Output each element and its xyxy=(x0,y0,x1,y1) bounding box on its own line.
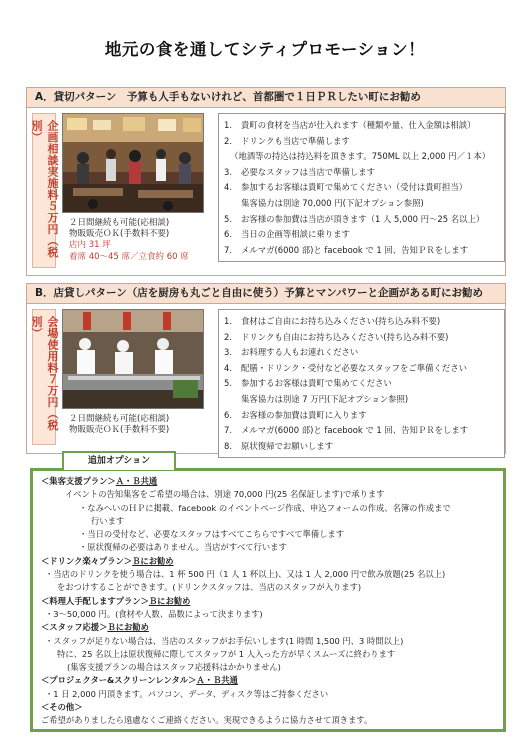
list-item xyxy=(224,243,500,259)
option-text: ＜集客支援プラン＞ xyxy=(41,476,116,486)
option-heading xyxy=(41,701,497,714)
option-text: ＜プロジェクター&スクリーンレンタル＞ xyxy=(41,675,197,686)
caption-red-line: 店内 31 坪 xyxy=(69,240,111,251)
section-a-header: A．貸切パターン 予算も人手もないけれど、首都圏で１日ＰＲしたい町にお勧め xyxy=(26,87,506,108)
option-line xyxy=(41,541,497,554)
section-a-price-label: 企画相談実施料５万円（税別） xyxy=(32,113,56,268)
list-item xyxy=(224,180,500,196)
list-item xyxy=(224,165,500,181)
option-line xyxy=(41,568,497,581)
list-item-number: 4. xyxy=(224,182,232,193)
list-item-note: 集客協力は別途 7 万円(下記オプション参照) xyxy=(241,393,409,404)
options-tab: 追加オプション xyxy=(62,451,176,470)
option-line xyxy=(41,515,497,528)
option-text: ＜料理人手配しますプラン＞ xyxy=(41,595,149,606)
section-b-photo xyxy=(62,309,204,409)
option-text: ＜ドリンク楽々プラン＞ xyxy=(41,555,133,566)
list-item-number: 8. xyxy=(224,440,232,451)
caption-line: ２日間継続も可能(応相談) xyxy=(69,218,170,228)
list-item-text: 必要なスタッフは当店で準備します xyxy=(241,166,375,177)
list-item-number: 3. xyxy=(224,347,232,358)
option-line xyxy=(41,688,497,701)
option-text: 行います xyxy=(91,515,125,526)
caption-line: 物販販売ＯＫ(手数料不要) xyxy=(69,425,170,436)
list-item-number: 3. xyxy=(224,166,232,177)
list-item-text: 参加するお客様は貴町で集めてください（受付は貴町担当） xyxy=(241,182,468,193)
list-item-number: 1. xyxy=(224,316,232,326)
option-text: ・原状復帰の必要はありません。当店がすべて行います xyxy=(79,542,287,553)
list-item-number: 7. xyxy=(224,425,232,436)
option-heading xyxy=(41,674,497,687)
section-b-list xyxy=(218,309,505,458)
list-item-text: メルマガ(6000 部)と facebook で 1 回、告知ＰＲをします xyxy=(241,425,469,436)
option-tag: Ｂにお勧め xyxy=(148,595,191,606)
option-text: (集客支援プランの場合はスタッフ応援料はかかりません) xyxy=(67,662,281,673)
list-item-number: 7. xyxy=(224,244,232,255)
option-line xyxy=(41,488,497,501)
option-tag: Ａ・Ｂ共通 xyxy=(115,476,158,486)
section-b-caption xyxy=(69,414,209,436)
option-text: をおつけすることができます。(ドリンクスタッフは、当店のスタッフが入ります) xyxy=(57,582,362,593)
list-item-number: 2. xyxy=(224,135,232,146)
list-item xyxy=(224,330,500,346)
list-item-text: 貴町の食材を当店が仕入れます（種類や量、仕入金額は相談） xyxy=(241,120,476,130)
option-text: ・なみへいのＨＰに掲載、facebook のイベントページ作成、申込フォームの作成、名簿の作成まで xyxy=(79,502,451,513)
section-b-price-label: 会場使用料７万円（税別） xyxy=(32,309,56,445)
option-text: ご希望がありましたら遠慮なくご連絡ください。実現できるように協力させて頂きます。 xyxy=(41,715,373,726)
list-item xyxy=(224,227,500,243)
list-item-number: 6. xyxy=(224,409,232,420)
list-item-number: 5. xyxy=(224,378,232,389)
page-title: 地元の食を通してシティプロモーション！ xyxy=(104,40,426,59)
caption-red-line: 着席 40～45 席／立食約 60 席 xyxy=(69,251,189,262)
list-item-number: 1. xyxy=(224,120,232,130)
list-item xyxy=(224,361,500,377)
option-text: ・スタッフが足りない場合は、当店のスタッフがお手伝いします(1 時間 1,500 円、3 時間以上) xyxy=(45,635,404,646)
option-text: ・当日の受付など、必要なスタッフはすべてこちらですべて準備します xyxy=(79,529,345,540)
option-line xyxy=(41,635,497,648)
list-item xyxy=(224,345,500,361)
list-item-note: （地酒等の持込は持込料を頂きます。750ML 以上 2,000 円／１本） xyxy=(230,151,491,162)
list-item-text: ドリンクも自由にお持ち込みください(持ち込み料不要) xyxy=(241,331,449,342)
option-text: 特に、25 名以上は原状復帰に際してスタッフが 1 人入った方が早くスムーズに終わります xyxy=(57,648,396,659)
list-item xyxy=(224,408,500,424)
option-line xyxy=(41,648,497,661)
options-box xyxy=(30,468,506,732)
option-text: ・3～50,000 円。(食材や人数、品数によって決まります) xyxy=(45,608,263,619)
section-a-body xyxy=(26,108,506,276)
list-item-text: ドリンクも当店で準備します xyxy=(241,135,350,146)
option-text: ＜スタッフ応援＞ xyxy=(41,622,108,633)
caption-line: ２日間継続も可能(応相談) xyxy=(69,414,170,424)
option-line xyxy=(41,714,497,727)
list-item-text: お客様の参加費は貴町に入ります xyxy=(241,409,367,420)
section-a-caption xyxy=(69,218,209,263)
option-line xyxy=(41,661,497,674)
option-line xyxy=(41,581,497,594)
list-item-text: お客様の参加費は当店が頂きます（1 人 5,000 円～25 名以上） xyxy=(241,213,485,224)
option-tag: Ｂにお勧め xyxy=(107,622,149,633)
list-item-text: 当日の企画等相談に乗ります xyxy=(241,229,350,240)
list-item xyxy=(224,212,500,228)
section-a-photo xyxy=(62,113,204,213)
list-item-text: 食材はご自由にお持ち込みください(持ち込み料不要) xyxy=(241,316,441,326)
list-item-number: 5. xyxy=(224,213,232,224)
option-heading xyxy=(41,555,497,568)
option-heading xyxy=(41,595,497,608)
list-item-number: 2. xyxy=(224,331,232,342)
option-tag: Ｂにお勧め xyxy=(132,555,174,566)
list-item-text: 原状復帰でお願いします xyxy=(241,440,334,451)
list-item-text: メルマガ(6000 部)と facebook で 1 回、告知ＰＲをします xyxy=(241,244,469,255)
list-item xyxy=(224,439,500,455)
list-item-note: 集客協力は別途 70,000 円(下記オプション参照) xyxy=(241,197,424,208)
caption-line: 物販販売ＯＫ(手数料不要) xyxy=(69,229,170,240)
option-text: ・当店のドリンクを使う場合は、1 杯 500 円（1 人 1 杯以上)、又は 1 人 2,000 円で飲み放題(25 名以上) xyxy=(45,569,446,580)
option-text: ＜その他＞ xyxy=(41,702,83,713)
list-item-text: お料理する人もお連れください xyxy=(241,347,359,358)
list-item-number: 4. xyxy=(224,362,232,373)
section-b-header: B．店貸しパターン（店を厨房も丸ごと自由に使う）予算とマンパワーと企画がある町にお勧め xyxy=(26,283,506,304)
list-item-text: 参加するお客様は貴町で集めてください xyxy=(241,378,392,389)
section-a-list xyxy=(218,113,505,262)
list-item xyxy=(224,423,500,439)
option-text: イベントの告知集客をご希望の場合は、別途 70,000 円(25 名保証します)で承ります xyxy=(65,489,385,500)
list-item xyxy=(224,376,500,392)
list-item xyxy=(224,134,500,150)
list-item-number: 6. xyxy=(224,229,232,240)
option-heading xyxy=(41,621,497,634)
list-item xyxy=(224,314,500,330)
list-item-text: 配膳・ドリンク・受付など必要なスタッフをご準備ください xyxy=(241,362,467,373)
option-line xyxy=(41,502,497,515)
option-line xyxy=(41,528,497,541)
option-tag: Ａ・Ｂ共通 xyxy=(196,675,238,686)
option-line xyxy=(41,608,497,621)
option-text: ・1 日 2,000 円頂きます。パソコン、データ、ディスク等はご持参ください xyxy=(45,688,329,699)
section-b-body xyxy=(26,304,506,454)
option-heading xyxy=(41,475,497,488)
list-item xyxy=(224,118,500,134)
